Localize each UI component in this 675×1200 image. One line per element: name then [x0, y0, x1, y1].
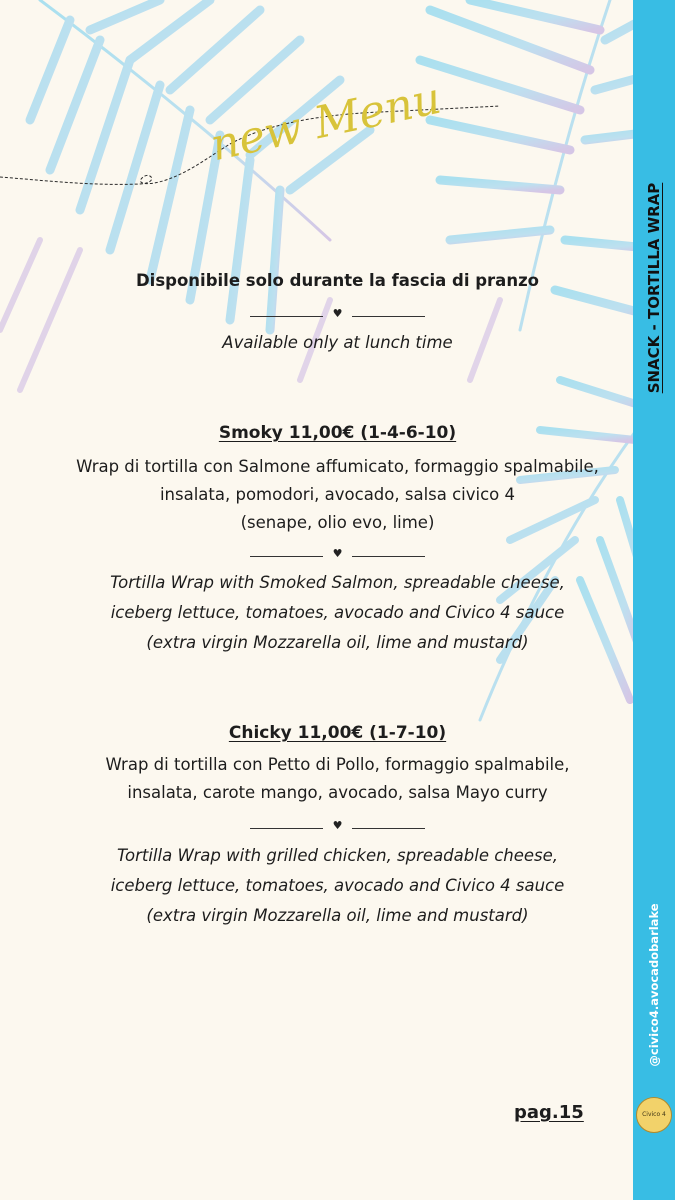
- header-script-art: [0, 60, 560, 200]
- heart-icon: ♥: [332, 819, 343, 832]
- item-desc-it-chicky: [0, 751, 675, 807]
- restaurant-logo: [636, 1097, 672, 1133]
- logo-text: Civico 4: [642, 1111, 666, 1118]
- item-desc-it-smoky: [0, 453, 675, 537]
- page-number: pag.15: [514, 1102, 584, 1123]
- divider: [250, 819, 425, 834]
- desc-line: Tortilla Wrap with grilled chicken, spreadable cheese,: [116, 846, 559, 865]
- script-title: new Menu: [206, 72, 446, 172]
- desc-line: (senape, olio evo, lime): [240, 513, 435, 532]
- desc-line: iceberg lettuce, tomatoes, avocado and Civico 4 sauce: [110, 603, 565, 622]
- desc-line: Wrap di tortilla con Petto di Pollo, formaggio spalmabile,: [105, 755, 570, 774]
- divider: [250, 547, 425, 562]
- item-desc-en-chicky: [0, 841, 675, 931]
- desc-line: (extra virgin Mozzarella oil, lime and mustard): [146, 633, 529, 652]
- instagram-handle: @civico4.avocadobarlake: [647, 903, 661, 1067]
- desc-line: Wrap di tortilla con Salmone affumicato, formaggio spalmabile,: [76, 457, 599, 476]
- item-desc-en-smoky: [0, 568, 675, 658]
- desc-line: insalata, carote mango, avocado, salsa Mayo curry: [127, 783, 548, 802]
- heart-icon: ♥: [332, 547, 343, 560]
- item-title-chicky: Chicky 11,00€ (1-7-10): [228, 723, 447, 743]
- availability-en: Available only at lunch time: [222, 333, 453, 352]
- item-title-smoky: Smoky 11,00€ (1-4-6-10): [218, 423, 457, 443]
- desc-line: Tortilla Wrap with Smoked Salmon, spreadable cheese,: [110, 573, 565, 592]
- desc-line: insalata, pomodori, avocado, salsa civico 4: [159, 485, 516, 504]
- desc-line: (extra virgin Mozzarella oil, lime and mustard): [146, 906, 529, 925]
- divider: [250, 307, 425, 322]
- section-title: SNACK - TORTILLA WRAP: [645, 182, 663, 394]
- heart-icon: ♥: [332, 307, 343, 320]
- availability-it: Disponibile solo durante la fascia di pranzo: [135, 271, 540, 290]
- desc-line: iceberg lettuce, tomatoes, avocado and Civico 4 sauce: [110, 876, 565, 895]
